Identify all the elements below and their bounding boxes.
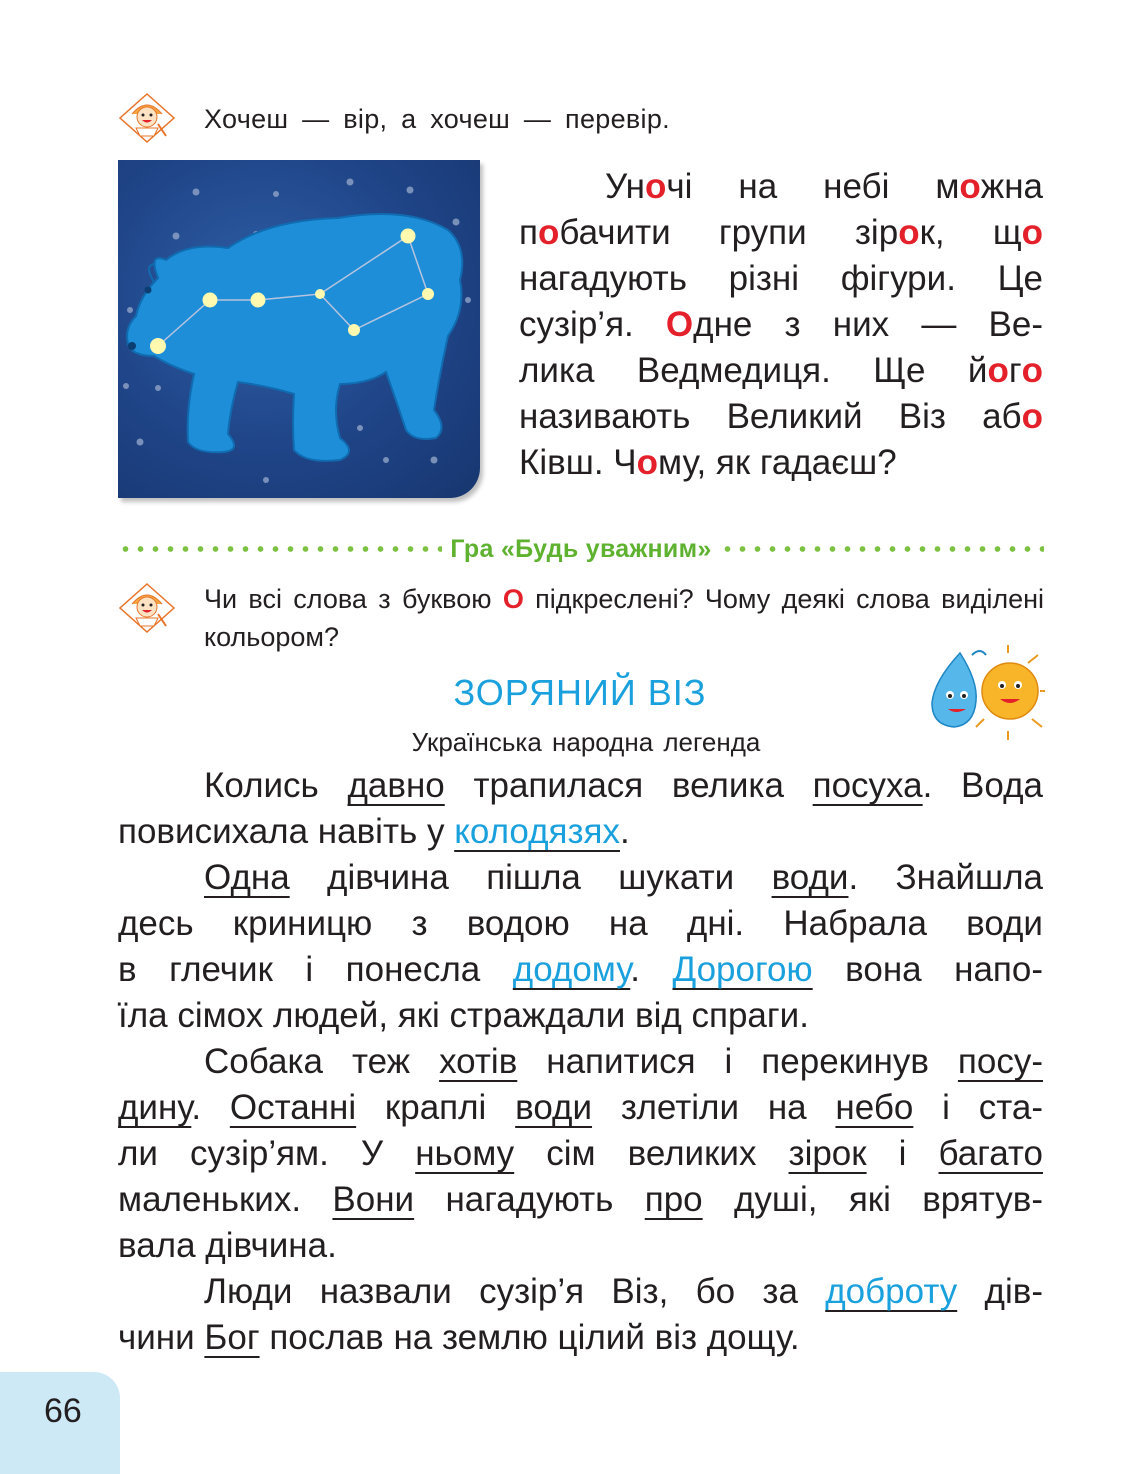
colored-underlined-word: доброту bbox=[825, 1272, 958, 1311]
highlighted-letter-o: о bbox=[987, 351, 1009, 390]
underlined-word: зірок bbox=[788, 1134, 867, 1173]
story-title: ЗОРЯНИЙ ВІЗ bbox=[453, 672, 707, 713]
story-line bbox=[118, 1270, 1043, 1316]
paragraph-text: г bbox=[1008, 351, 1022, 390]
story-line bbox=[118, 1316, 1043, 1362]
story-line bbox=[118, 810, 1043, 856]
paragraph-text: нагадують різні фігури. Це bbox=[519, 259, 1043, 298]
question-letter: О bbox=[502, 584, 524, 614]
story-text: . bbox=[630, 950, 673, 989]
pencil-star-mascot-icon bbox=[118, 92, 176, 144]
story-text: десь криницю з водою на дні. Набрала води bbox=[118, 904, 1043, 943]
highlighted-letter-o: о bbox=[1021, 351, 1043, 390]
story-text: ли сузір’ям. У bbox=[118, 1134, 416, 1173]
paragraph-text: му, як гадаєш? bbox=[658, 443, 897, 482]
story-line bbox=[118, 994, 1043, 1040]
paragraph-text: бачити групи зір bbox=[559, 213, 899, 252]
story-text: душі, які врятув- bbox=[702, 1180, 1044, 1219]
paragraph-line bbox=[519, 256, 1043, 302]
story-body bbox=[118, 764, 1043, 1362]
dotted-divider-right bbox=[720, 546, 1044, 552]
story-text: напитися і перекинув bbox=[517, 1042, 958, 1081]
story-subtitle: Українська народна легенда bbox=[411, 727, 761, 757]
underlined-word: Одна bbox=[204, 858, 290, 897]
highlighted-letter-o: о bbox=[1021, 397, 1043, 436]
story-line bbox=[118, 1178, 1043, 1224]
paragraph-text: лика Ведмедиця. Ще й bbox=[519, 351, 988, 390]
underlined-word: небо bbox=[835, 1088, 914, 1127]
story-text: повисихала навіть у bbox=[118, 812, 455, 851]
underlined-word: дину bbox=[118, 1088, 192, 1127]
paragraph-text: жна bbox=[980, 167, 1043, 206]
underlined-word: Бог bbox=[204, 1318, 260, 1357]
story-text: злетіли на bbox=[592, 1088, 836, 1127]
question-text-after: підкреслені? Чому деякі слова виділені кольором? bbox=[204, 584, 1044, 652]
page-number: 66 bbox=[44, 1392, 82, 1430]
story-text: чини bbox=[118, 1318, 205, 1357]
story-text: в глечик і понесла bbox=[118, 950, 513, 989]
highlighted-letter-o: о bbox=[645, 167, 667, 206]
story-text: Колись bbox=[204, 766, 348, 805]
paragraph-text: дне з них — Ве- bbox=[693, 305, 1043, 344]
story-line bbox=[118, 902, 1043, 948]
question-text-before: Чи всі слова з буквою bbox=[204, 584, 503, 614]
story-text: краплі bbox=[356, 1088, 516, 1127]
highlighted-letter-o: о bbox=[537, 213, 560, 252]
story-text: дівчина пішла шукати bbox=[289, 858, 772, 897]
story-text: Люди назвали сузір’я Віз, бо за bbox=[204, 1272, 826, 1311]
story-line bbox=[118, 764, 1043, 810]
paragraph-text: чі на небі м bbox=[666, 167, 960, 206]
story-text: . bbox=[619, 812, 630, 851]
paragraph-line bbox=[519, 210, 1043, 256]
story-text: сім великих bbox=[514, 1134, 789, 1173]
dotted-divider-left bbox=[118, 546, 442, 552]
underlined-word: давно bbox=[347, 766, 445, 805]
paragraph-text: Ківш. Ч bbox=[519, 443, 637, 482]
story-text: послав на землю цілий віз дощу. bbox=[259, 1318, 800, 1357]
colored-underlined-word: колодязях bbox=[454, 812, 620, 851]
underlined-word: Останні bbox=[229, 1088, 357, 1127]
paragraph-text: Ун bbox=[605, 167, 645, 206]
story-text: дів- bbox=[957, 1272, 1043, 1311]
highlighted-letter-o: о bbox=[898, 213, 920, 252]
story-text: і bbox=[866, 1134, 939, 1173]
story-line bbox=[118, 1086, 1043, 1132]
underlined-word: посу- bbox=[957, 1042, 1043, 1081]
story-line bbox=[118, 1224, 1043, 1270]
paragraph-line bbox=[519, 394, 1043, 440]
underlined-word: багато bbox=[938, 1134, 1043, 1173]
story-text: вала дівчина. bbox=[118, 1226, 337, 1265]
paragraph-line bbox=[519, 164, 1043, 210]
story-line bbox=[118, 948, 1043, 994]
constellation-paragraph bbox=[519, 164, 1043, 486]
underlined-word: про bbox=[644, 1180, 703, 1219]
game-title: Гра «Будь уважним» bbox=[450, 534, 712, 563]
intro-text: Хочеш — вір, а хочеш — перевір. bbox=[204, 104, 670, 134]
highlighted-letter-o: о bbox=[636, 443, 659, 482]
story-text: маленьких. bbox=[118, 1180, 333, 1219]
underlined-word: посуха bbox=[812, 766, 923, 805]
story-text: їла сімох людей, які страждали від спраги. bbox=[118, 996, 809, 1035]
story-text: трапилася велика bbox=[444, 766, 813, 805]
paragraph-line bbox=[519, 302, 1043, 348]
story-line bbox=[118, 1040, 1043, 1086]
colored-underlined-word: додому bbox=[512, 950, 631, 989]
water-drop-and-sun-characters bbox=[920, 645, 1045, 740]
big-dipper-bear-illustration bbox=[118, 160, 480, 498]
underlined-word: ньому bbox=[415, 1134, 515, 1173]
story-line bbox=[118, 1132, 1043, 1178]
underlined-word: Вони bbox=[332, 1180, 415, 1219]
story-text: Собака теж bbox=[204, 1042, 440, 1081]
pencil-star-mascot-icon bbox=[118, 582, 176, 634]
paragraph-text: к, щ bbox=[919, 213, 1022, 252]
game-section-header bbox=[118, 534, 1044, 564]
underlined-word: води bbox=[771, 858, 849, 897]
highlighted-letter-o: о bbox=[959, 167, 981, 206]
story-line bbox=[118, 856, 1043, 902]
paragraph-line bbox=[519, 440, 1043, 486]
paragraph-text: п bbox=[519, 213, 538, 252]
underlined-word: хотів bbox=[439, 1042, 518, 1081]
paragraph-line bbox=[519, 348, 1043, 394]
story-text: вона напо- bbox=[812, 950, 1044, 989]
colored-underlined-word: Дорогою bbox=[672, 950, 813, 989]
story-text: і ста- bbox=[913, 1088, 1044, 1127]
highlighted-letter-o: о bbox=[1021, 213, 1043, 252]
game-question bbox=[204, 580, 1044, 656]
story-text: . Вода bbox=[922, 766, 1043, 805]
story-text: . Знайшла bbox=[848, 858, 1043, 897]
story-text: нагадують bbox=[414, 1180, 645, 1219]
underlined-word: води bbox=[515, 1088, 593, 1127]
story-text: . bbox=[191, 1088, 230, 1127]
paragraph-text: називають Великий Віз аб bbox=[519, 397, 1022, 436]
highlighted-letter-o: О bbox=[665, 305, 694, 344]
paragraph-text: сузір’я. bbox=[519, 305, 666, 344]
